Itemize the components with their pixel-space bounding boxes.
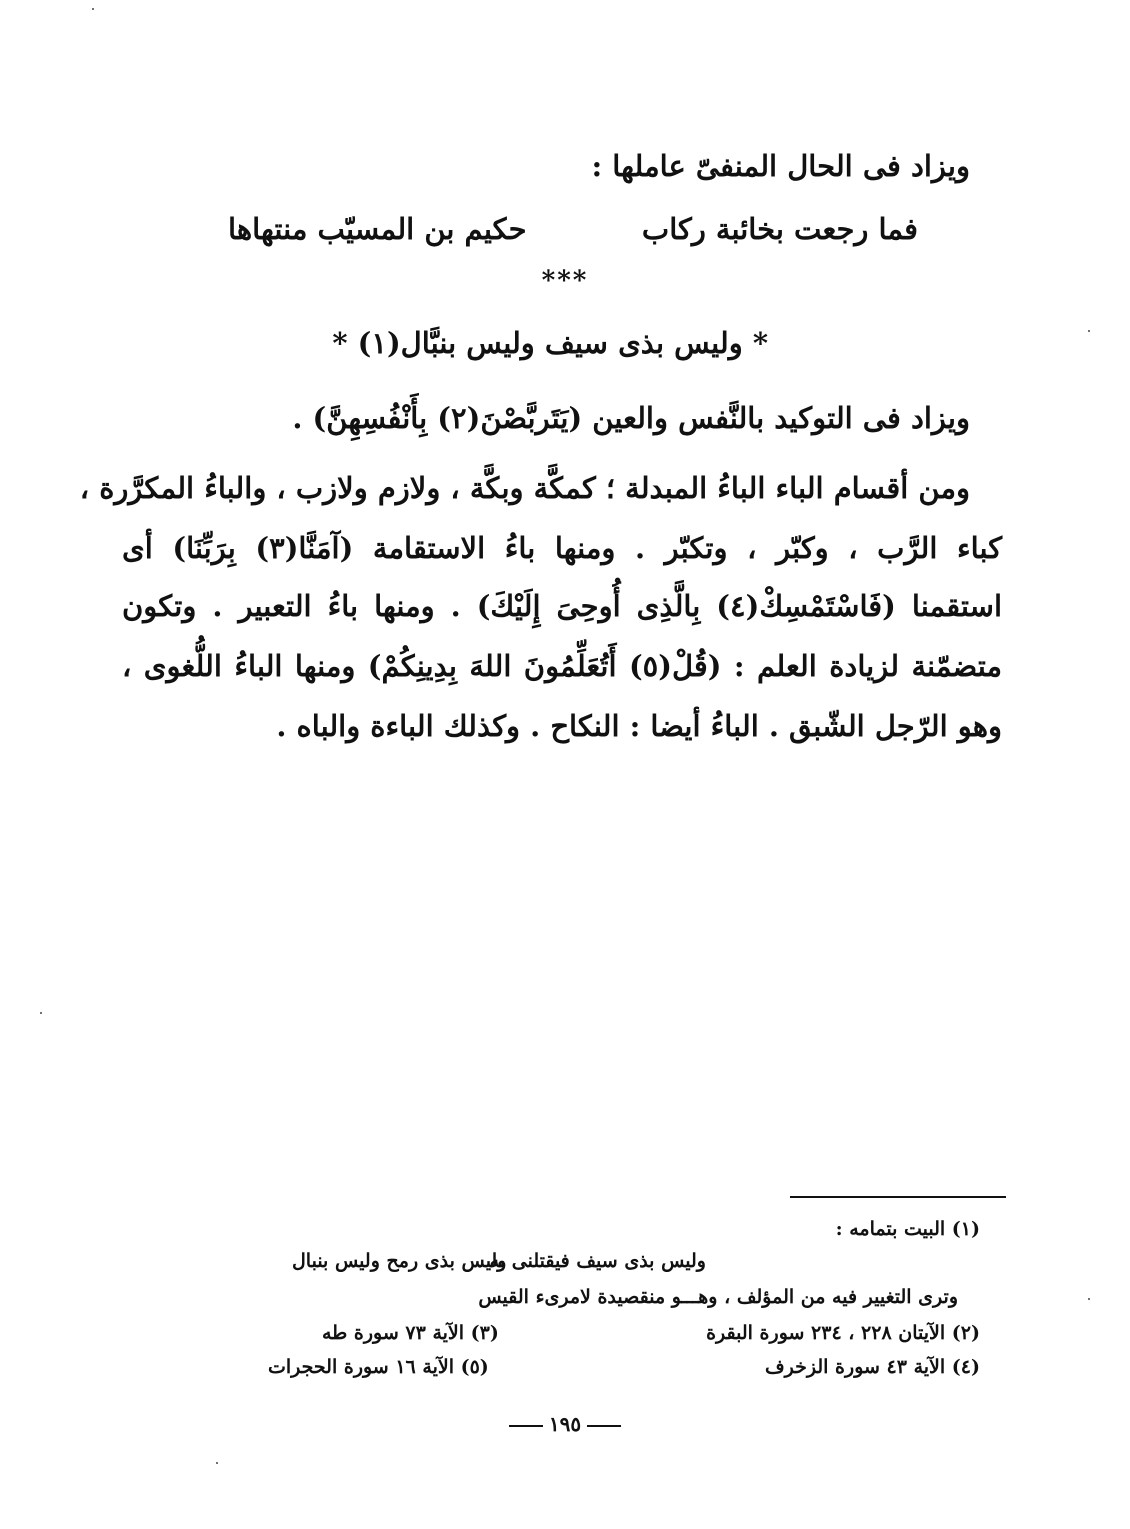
verse-line: * وليس بذى سيف وليس بنبَّال(١) *: [332, 326, 768, 360]
footnote-2: (٢) الآيتان ٢٢٨ ، ٢٣٤ سورة البقرة: [706, 1322, 980, 1344]
dash-left: [509, 1425, 543, 1427]
page-number: [0, 1412, 1130, 1436]
page-number-value: ١٩٥: [548, 1412, 582, 1436]
scan-speck: [216, 1462, 218, 1464]
paragraph-line: كباء الرَّب ، وكبّر ، وتكبّر . ومنها باءُ الاستقامة (آمَنَّا(٣) بِرَبِّنَا) أى: [122, 531, 1002, 565]
footnote-4: (٤) الآية ٤٣ سورة الزخرف: [764, 1356, 980, 1378]
footnote-rule: [790, 1196, 1006, 1198]
verse-left-hemistich: حكيم بن المسيّب منتهاها: [228, 212, 527, 246]
paragraph-line: متضمّنة لزيادة العلم : (قُلْ(٥) أَتُعَلِّمُونَ اللهَ بِدِينِكُمْ) ومنها الباءُ اللُّغوى ،: [122, 649, 1002, 683]
scan-speck: [1088, 1298, 1090, 1300]
footnote-1-label: (١) البيت بتمامه :: [835, 1218, 980, 1240]
section-separator: ***: [541, 266, 589, 296]
dash-right: [587, 1425, 621, 1427]
footnote-1-note: وترى التغيير فيه من المؤلف ، وهـــو منقصيدة لامرىء القيس: [478, 1286, 958, 1308]
footnote-1-verse-right: وليس بذى سيف فيقتلنى به: [489, 1250, 706, 1272]
scan-speck: [1088, 330, 1090, 332]
paragraph-line: وهو الرّجل الشّبق . الباءُ أيضا : النكاح . وكذلك الباءة والباه .: [276, 709, 1002, 743]
verse-right-hemistich: فما رجعت بخائبة ركاب: [641, 212, 918, 246]
footnote-1-verse-left: وليس بذى رمح وليس بنبال: [292, 1250, 507, 1272]
tawkid-line: ويزاد فى التوكيد بالنَّفس والعين (يَتَربَّصْنَ(٢) بِأَنْفُسِهِنَّ) .: [292, 401, 970, 435]
paragraph-line: استقمنا (فَاسْتَمْسِكْ(٤) بِالَّذِى أُوحِىَ إِلَيْكَ) . ومنها باءُ التعبير . وتكون: [122, 589, 1002, 623]
scan-speck: [92, 8, 94, 10]
footnote-3: (٣) الآية ٧٣ سورة طه: [322, 1322, 499, 1344]
intro-line: ويزاد فى الحال المنفىّ عاملها :: [591, 149, 970, 183]
scan-speck: [40, 1012, 42, 1014]
footnote-5: (٥) الآية ١٦ سورة الحجرات: [268, 1356, 489, 1378]
paragraph-line: ومن أقسام الباء الباءُ المبدلة ؛ كمكَّة وبكَّة ، ولازم ولازب ، والباءُ المكرَّرة ،: [79, 471, 970, 505]
